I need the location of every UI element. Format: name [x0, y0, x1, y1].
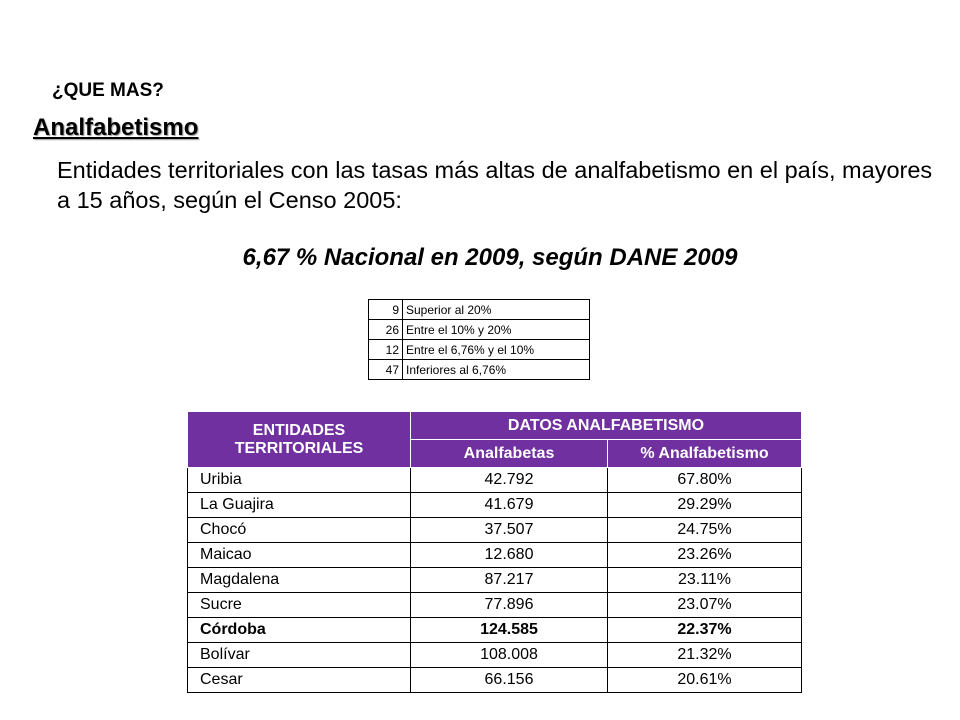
header-count: Analfabetas [411, 440, 608, 468]
count-cell: 124.585 [411, 618, 608, 643]
table-row [188, 468, 802, 493]
count-cell: 37.507 [411, 518, 608, 543]
percent-cell: 29.29% [608, 493, 802, 518]
intro-paragraph: Entidades territoriales con las tasas más altas de analfabetismo en el país, mayores a 15 años, según el Censo 2005: [57, 157, 933, 213]
legend-count: 26 [369, 320, 403, 340]
entity-cell: Bolívar [188, 643, 411, 668]
table-header-row [188, 412, 802, 440]
legend-label: Entre el 6,76% y el 10% [403, 340, 590, 360]
percent-cell: 23.11% [608, 568, 802, 593]
percent-cell: 22.37% [608, 618, 802, 643]
table-row [188, 618, 802, 643]
count-cell: 41.679 [411, 493, 608, 518]
legend-label: Inferiores al 6,76% [403, 360, 590, 380]
illiteracy-table [187, 411, 802, 693]
legend-count: 12 [369, 340, 403, 360]
count-cell: 108.008 [411, 643, 608, 668]
entity-cell: Magdalena [188, 568, 411, 593]
count-cell: 77.896 [411, 593, 608, 618]
percent-cell: 23.26% [608, 543, 802, 568]
entity-cell: Cesar [188, 668, 411, 693]
table-row [188, 668, 802, 693]
table-body [188, 468, 802, 693]
percent-cell: 24.75% [608, 518, 802, 543]
header-entities: ENTIDADES TERRITORIALES [188, 412, 411, 468]
section-title: Analfabetismo [33, 114, 199, 141]
count-cell: 42.792 [411, 468, 608, 493]
legend-table [368, 299, 590, 380]
table-row [188, 493, 802, 518]
entity-cell: Sucre [188, 593, 411, 618]
entity-cell: Uribia [188, 468, 411, 493]
legend-row [369, 360, 590, 380]
count-cell: 66.156 [411, 668, 608, 693]
table-row [188, 593, 802, 618]
entity-cell: La Guajira [188, 493, 411, 518]
legend-count: 47 [369, 360, 403, 380]
legend-label: Superior al 20% [403, 300, 590, 320]
table-row [188, 568, 802, 593]
count-cell: 12.680 [411, 543, 608, 568]
legend-row [369, 340, 590, 360]
table-row [188, 643, 802, 668]
entity-cell: Maicao [188, 543, 411, 568]
entity-cell: Córdoba [188, 618, 411, 643]
legend-row [369, 320, 590, 340]
percent-cell: 23.07% [608, 593, 802, 618]
legend-count: 9 [369, 300, 403, 320]
heading-small: ¿QUE MAS? [52, 80, 164, 101]
national-rate: 6,67 % Nacional en 2009, según DANE 2009 [242, 244, 738, 271]
legend-label: Entre el 10% y 20% [403, 320, 590, 340]
header-percent: % Analfabetismo [608, 440, 802, 468]
legend-row [369, 300, 590, 320]
count-cell: 87.217 [411, 568, 608, 593]
percent-cell: 67.80% [608, 468, 802, 493]
table-row [188, 543, 802, 568]
entity-cell: Chocó [188, 518, 411, 543]
header-data: DATOS ANALFABETISMO [411, 412, 802, 440]
percent-cell: 21.32% [608, 643, 802, 668]
table-row [188, 518, 802, 543]
percent-cell: 20.61% [608, 668, 802, 693]
